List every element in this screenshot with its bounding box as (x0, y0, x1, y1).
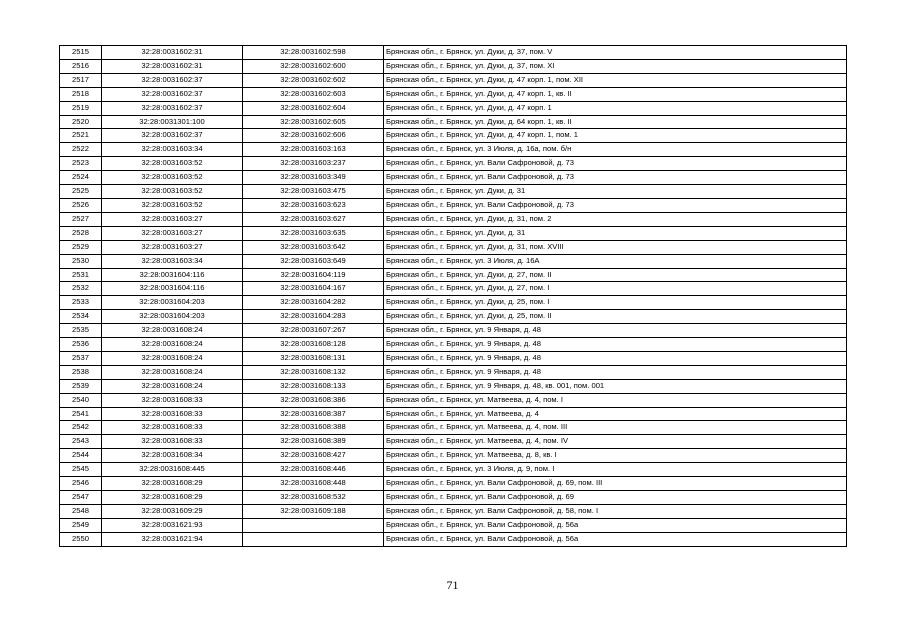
row-number-cell: 2544 (60, 449, 102, 463)
object-cadastral-number-cell: 32:28:0031608:427 (243, 449, 384, 463)
row-number-cell: 2530 (60, 254, 102, 268)
table-row (60, 504, 847, 518)
address-cell: Брянская обл., г. Брянск, ул. Дуки, д. 37, пом. V (384, 46, 847, 60)
object-cadastral-number-cell: 32:28:0031608:532 (243, 491, 384, 505)
table-row (60, 129, 847, 143)
land-cadastral-number-cell: 32:28:0031608:24 (102, 379, 243, 393)
row-number-cell: 2521 (60, 129, 102, 143)
object-cadastral-number-cell: 32:28:0031603:649 (243, 254, 384, 268)
object-cadastral-number-cell: 32:28:0031603:475 (243, 185, 384, 199)
address-cell: Брянская обл., г. Брянск, ул. Матвеева, д. 4 (384, 407, 847, 421)
land-cadastral-number-cell: 32:28:0031603:52 (102, 171, 243, 185)
row-number-cell: 2524 (60, 171, 102, 185)
table-row (60, 365, 847, 379)
object-cadastral-number-cell: 32:28:0031602:604 (243, 101, 384, 115)
row-number-cell: 2533 (60, 296, 102, 310)
address-cell: Брянская обл., г. Брянск, ул. Вали Сафроновой, д. 58, пом. I (384, 504, 847, 518)
object-cadastral-number-cell: 32:28:0031608:131 (243, 351, 384, 365)
land-cadastral-number-cell: 32:28:0031608:33 (102, 421, 243, 435)
register-table (59, 45, 847, 547)
row-number-cell: 2519 (60, 101, 102, 115)
table-row (60, 46, 847, 60)
table-row (60, 212, 847, 226)
table-row (60, 115, 847, 129)
row-number-cell: 2527 (60, 212, 102, 226)
land-cadastral-number-cell: 32:28:0031608:24 (102, 351, 243, 365)
address-cell: Брянская обл., г. Брянск, ул. Дуки, д. 27, пом. II (384, 268, 847, 282)
table-row (60, 254, 847, 268)
table-row (60, 463, 847, 477)
object-cadastral-number-cell: 32:28:0031602:603 (243, 87, 384, 101)
object-cadastral-number-cell: 32:28:0031608:132 (243, 365, 384, 379)
object-cadastral-number-cell: 32:28:0031602:600 (243, 59, 384, 73)
row-number-cell: 2522 (60, 143, 102, 157)
row-number-cell: 2542 (60, 421, 102, 435)
address-cell: Брянская обл., г. Брянск, ул. Дуки, д. 47 корп. 1, кв. II (384, 87, 847, 101)
address-cell: Брянская обл., г. Брянск, ул. 9 Января, д. 48 (384, 338, 847, 352)
row-number-cell: 2535 (60, 324, 102, 338)
row-number-cell: 2529 (60, 240, 102, 254)
address-cell: Брянская обл., г. Брянск, ул. Матвеева, д. 4, пом. I (384, 393, 847, 407)
object-cadastral-number-cell: 32:28:0031603:627 (243, 212, 384, 226)
land-cadastral-number-cell: 32:28:0031608:33 (102, 407, 243, 421)
land-cadastral-number-cell: 32:28:0031608:24 (102, 338, 243, 352)
object-cadastral-number-cell: 32:28:0031602:606 (243, 129, 384, 143)
land-cadastral-number-cell: 32:28:0031602:37 (102, 87, 243, 101)
address-cell: Брянская обл., г. Брянск, ул. 3 Июля, д. 9, пом. I (384, 463, 847, 477)
table-row (60, 449, 847, 463)
page-number: 71 (446, 578, 459, 592)
table-row (60, 338, 847, 352)
land-cadastral-number-cell: 32:28:0031621:93 (102, 518, 243, 532)
table-row (60, 324, 847, 338)
object-cadastral-number-cell: 32:28:0031609:188 (243, 504, 384, 518)
land-cadastral-number-cell: 32:28:0031621:94 (102, 532, 243, 546)
table-row (60, 198, 847, 212)
object-cadastral-number-cell: 32:28:0031608:448 (243, 477, 384, 491)
address-cell: Брянская обл., г. Брянск, ул. Матвеева, д. 4, пом. IV (384, 435, 847, 449)
land-cadastral-number-cell: 32:28:0031608:24 (102, 324, 243, 338)
table-row (60, 268, 847, 282)
land-cadastral-number-cell: 32:28:0031608:33 (102, 393, 243, 407)
object-cadastral-number-cell: 32:28:0031608:386 (243, 393, 384, 407)
object-cadastral-number-cell: 32:28:0031603:349 (243, 171, 384, 185)
object-cadastral-number-cell: 32:28:0031603:163 (243, 143, 384, 157)
address-cell: Брянская обл., г. Брянск, ул. Вали Сафроновой, д. 56а (384, 532, 847, 546)
object-cadastral-number-cell: 32:28:0031604:283 (243, 310, 384, 324)
land-cadastral-number-cell: 32:28:0031603:27 (102, 240, 243, 254)
object-cadastral-number-cell: 32:28:0031603:635 (243, 226, 384, 240)
table-row (60, 421, 847, 435)
land-cadastral-number-cell: 32:28:0031608:29 (102, 491, 243, 505)
land-cadastral-number-cell: 32:28:0031604:116 (102, 282, 243, 296)
land-cadastral-number-cell: 32:28:0031608:445 (102, 463, 243, 477)
row-number-cell: 2541 (60, 407, 102, 421)
row-number-cell: 2537 (60, 351, 102, 365)
row-number-cell: 2526 (60, 198, 102, 212)
address-cell: Брянская обл., г. Брянск, ул. Вали Сафроновой, д. 56а (384, 518, 847, 532)
row-number-cell: 2543 (60, 435, 102, 449)
row-number-cell: 2532 (60, 282, 102, 296)
land-cadastral-number-cell: 32:28:0031603:52 (102, 198, 243, 212)
land-cadastral-number-cell: 32:28:0031602:31 (102, 59, 243, 73)
address-cell: Брянская обл., г. Брянск, ул. 3 Июля, д. 16А (384, 254, 847, 268)
row-number-cell: 2520 (60, 115, 102, 129)
row-number-cell: 2538 (60, 365, 102, 379)
object-cadastral-number-cell: 32:28:0031604:167 (243, 282, 384, 296)
address-cell: Брянская обл., г. Брянск, ул. Дуки, д. 37, пом. XI (384, 59, 847, 73)
address-cell: Брянская обл., г. Брянск, ул. Дуки, д. 31 (384, 185, 847, 199)
address-cell: Брянская обл., г. Брянск, ул. Вали Сафроновой, д. 69 (384, 491, 847, 505)
land-cadastral-number-cell: 32:28:0031604:203 (102, 310, 243, 324)
address-cell: Брянская обл., г. Брянск, ул. Дуки, д. 31 (384, 226, 847, 240)
address-cell: Брянская обл., г. Брянск, ул. Дуки, д. 31, пом. 2 (384, 212, 847, 226)
object-cadastral-number-cell: 32:28:0031608:446 (243, 463, 384, 477)
table-row (60, 296, 847, 310)
address-cell: Брянская обл., г. Брянск, ул. Дуки, д. 47 корп. 1, пом. XII (384, 73, 847, 87)
row-number-cell: 2518 (60, 87, 102, 101)
address-cell: Брянская обл., г. Брянск, ул. Дуки, д. 31, пом. XVIII (384, 240, 847, 254)
address-cell: Брянская обл., г. Брянск, ул. 9 Января, д. 48 (384, 365, 847, 379)
address-cell: Брянская обл., г. Брянск, ул. 9 Января, д. 48 (384, 351, 847, 365)
land-cadastral-number-cell: 32:28:0031609:29 (102, 504, 243, 518)
address-cell: Брянская обл., г. Брянск, ул. Матвеева, д. 8, кв. I (384, 449, 847, 463)
table-row (60, 101, 847, 115)
row-number-cell: 2546 (60, 477, 102, 491)
row-number-cell: 2517 (60, 73, 102, 87)
row-number-cell: 2515 (60, 46, 102, 60)
land-cadastral-number-cell: 32:28:0031602:31 (102, 46, 243, 60)
row-number-cell: 2525 (60, 185, 102, 199)
table-row (60, 185, 847, 199)
land-cadastral-number-cell: 32:28:0031603:52 (102, 157, 243, 171)
land-cadastral-number-cell: 32:28:0031301:100 (102, 115, 243, 129)
address-cell: Брянская обл., г. Брянск, ул. Дуки, д. 47 корп. 1 (384, 101, 847, 115)
table-row (60, 491, 847, 505)
address-cell: Брянская обл., г. Брянск, ул. Дуки, д. 25, пом. I (384, 296, 847, 310)
object-cadastral-number-cell: 32:28:0031602:605 (243, 115, 384, 129)
row-number-cell: 2550 (60, 532, 102, 546)
address-cell: Брянская обл., г. Брянск, ул. Матвеева, д. 4, пом. III (384, 421, 847, 435)
object-cadastral-number-cell: 32:28:0031608:388 (243, 421, 384, 435)
object-cadastral-number-cell: 32:28:0031608:387 (243, 407, 384, 421)
table-row (60, 532, 847, 546)
table-row (60, 435, 847, 449)
table-row (60, 143, 847, 157)
land-cadastral-number-cell: 32:28:0031608:33 (102, 435, 243, 449)
row-number-cell: 2516 (60, 59, 102, 73)
address-cell: Брянская обл., г. Брянск, ул. Дуки, д. 27, пом. I (384, 282, 847, 296)
table-row (60, 87, 847, 101)
table-row (60, 393, 847, 407)
land-cadastral-number-cell: 32:28:0031608:29 (102, 477, 243, 491)
land-cadastral-number-cell: 32:28:0031603:34 (102, 143, 243, 157)
address-cell: Брянская обл., г. Брянск, ул. 3 Июля, д. 16а, пом. б/н (384, 143, 847, 157)
land-cadastral-number-cell: 32:28:0031602:37 (102, 101, 243, 115)
table-row (60, 379, 847, 393)
land-cadastral-number-cell: 32:28:0031603:27 (102, 226, 243, 240)
row-number-cell: 2539 (60, 379, 102, 393)
table-row (60, 310, 847, 324)
object-cadastral-number-cell: 32:28:0031602:598 (243, 46, 384, 60)
table-row (60, 407, 847, 421)
row-number-cell: 2548 (60, 504, 102, 518)
object-cadastral-number-cell: 32:28:0031602:602 (243, 73, 384, 87)
table-row (60, 59, 847, 73)
object-cadastral-number-cell: 32:28:0031603:237 (243, 157, 384, 171)
table-row (60, 73, 847, 87)
address-cell: Брянская обл., г. Брянск, ул. Дуки, д. 47 корп. 1, пом. 1 (384, 129, 847, 143)
table-row (60, 518, 847, 532)
row-number-cell: 2531 (60, 268, 102, 282)
row-number-cell: 2540 (60, 393, 102, 407)
address-cell: Брянская обл., г. Брянск, ул. Вали Сафроновой, д. 73 (384, 171, 847, 185)
object-cadastral-number-cell: 32:28:0031607:267 (243, 324, 384, 338)
table-row (60, 226, 847, 240)
row-number-cell: 2528 (60, 226, 102, 240)
row-number-cell: 2536 (60, 338, 102, 352)
address-cell: Брянская обл., г. Брянск, ул. Вали Сафроновой, д. 69, пом. III (384, 477, 847, 491)
address-cell: Брянская обл., г. Брянск, ул. Дуки, д. 25, пом. II (384, 310, 847, 324)
object-cadastral-number-cell (243, 518, 384, 532)
row-number-cell: 2545 (60, 463, 102, 477)
object-cadastral-number-cell: 32:28:0031604:119 (243, 268, 384, 282)
address-cell: Брянская обл., г. Брянск, ул. 9 Января, д. 48 (384, 324, 847, 338)
table-row (60, 240, 847, 254)
object-cadastral-number-cell: 32:28:0031608:133 (243, 379, 384, 393)
row-number-cell: 2534 (60, 310, 102, 324)
table-row (60, 351, 847, 365)
address-cell: Брянская обл., г. Брянск, ул. Вали Сафроновой, д. 73 (384, 157, 847, 171)
address-cell: Брянская обл., г. Брянск, ул. Дуки, д. 64 корп. 1, кв. II (384, 115, 847, 129)
object-cadastral-number-cell: 32:28:0031608:128 (243, 338, 384, 352)
row-number-cell: 2549 (60, 518, 102, 532)
land-cadastral-number-cell: 32:28:0031604:203 (102, 296, 243, 310)
land-cadastral-number-cell: 32:28:0031603:34 (102, 254, 243, 268)
object-cadastral-number-cell: 32:28:0031604:282 (243, 296, 384, 310)
land-cadastral-number-cell: 32:28:0031602:37 (102, 129, 243, 143)
register-table-body (60, 46, 847, 547)
address-cell: Брянская обл., г. Брянск, ул. Вали Сафроновой, д. 73 (384, 198, 847, 212)
land-cadastral-number-cell: 32:28:0031603:27 (102, 212, 243, 226)
object-cadastral-number-cell: 32:28:0031603:623 (243, 198, 384, 212)
land-cadastral-number-cell: 32:28:0031603:52 (102, 185, 243, 199)
land-cadastral-number-cell: 32:28:0031602:37 (102, 73, 243, 87)
object-cadastral-number-cell: 32:28:0031603:642 (243, 240, 384, 254)
land-cadastral-number-cell: 32:28:0031608:24 (102, 365, 243, 379)
table-row (60, 157, 847, 171)
table-row (60, 282, 847, 296)
address-cell: Брянская обл., г. Брянск, ул. 9 Января, д. 48, кв. 001, пом. 001 (384, 379, 847, 393)
object-cadastral-number-cell (243, 532, 384, 546)
object-cadastral-number-cell: 32:28:0031608:389 (243, 435, 384, 449)
row-number-cell: 2523 (60, 157, 102, 171)
row-number-cell: 2547 (60, 491, 102, 505)
land-cadastral-number-cell: 32:28:0031604:116 (102, 268, 243, 282)
land-cadastral-number-cell: 32:28:0031608:34 (102, 449, 243, 463)
table-row (60, 477, 847, 491)
table-row (60, 171, 847, 185)
